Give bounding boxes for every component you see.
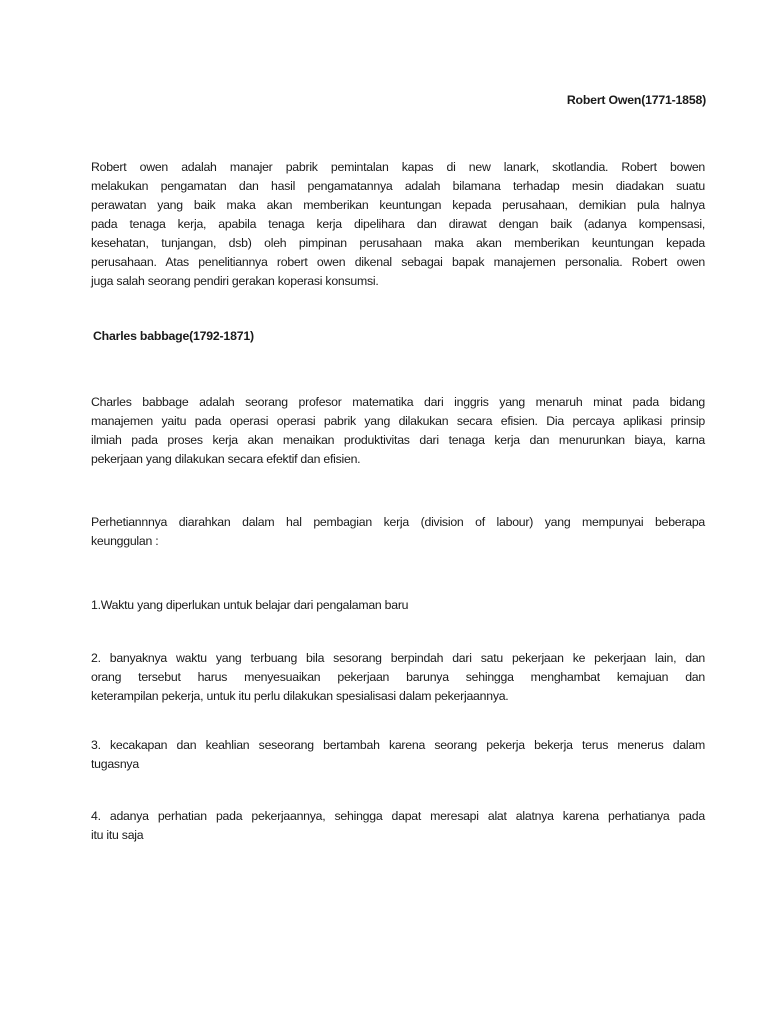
paragraph-robert-owen (91, 158, 705, 291)
text-line: 2. banyaknya waktu yang terbuang bila sesorang berpindah dari satu pekerjaan ke pekerjaan lain, dan (91, 651, 705, 665)
text-line: melakukan pengamatan dan hasil pengamatannya adalah bilamana terhadap mesin diadakan suatu (91, 179, 705, 193)
text-line: 3. kecakapan dan keahlian seseorang bertambah karena seorang pekerja bekerja terus menerus dalam (91, 738, 705, 752)
text-line: keunggulan : (91, 534, 159, 548)
text-line: ilmiah pada proses kerja akan menaikan produktivitas dari tenaga kerja dan menurunkan biaya, karna (91, 433, 705, 447)
heading-charles-babbage: Charles babbage(1792-1871) (93, 329, 254, 343)
text-line: itu itu saja (91, 828, 144, 842)
list-item-1 (91, 596, 705, 615)
list-item-4 (91, 807, 705, 845)
text-line: 4. adanya perhatian pada pekerjaannya, sehingga dapat meresapi alat alatnya karena perhatianya pada (91, 809, 705, 823)
text-line: manajemen yaitu pada operasi operasi pabrik yang dilakukan secara efisien. Dia percaya aplikasi prinsip (91, 414, 705, 428)
text-line: Perhetiannnya diarahkan dalam hal pembagian kerja (division of labour) yang mempunyai beberapa (91, 515, 705, 529)
paragraph-division-of-labour (91, 513, 705, 551)
text-line: keterampilan pekerja, untuk itu perlu dilakukan spesialisasi dalam pekerjaannya. (91, 689, 509, 703)
text-line: pada tenaga kerja, apabila tenaga kerja dipelihara dan dirawat dengan baik (adanya kompensasi, (91, 217, 705, 231)
text-line: 1.Waktu yang diperlukan untuk belajar dari pengalaman baru (91, 598, 409, 612)
paragraph-charles-babbage (91, 393, 705, 469)
text-line: perusahaan. Atas penelitiannya robert owen dikenal sebagai bapak manajemen personalia. Robert owen (91, 255, 705, 269)
text-line: juga salah seorang pendiri gerakan koperasi konsumsi. (91, 274, 379, 288)
text-line: tugasnya (91, 757, 139, 771)
text-line: perawatan yang baik maka akan memberikan keuntungan kepada perusahaan, demikian pula halnya (91, 198, 705, 212)
text-line: Robert owen adalah manajer pabrik pemintalan kapas di new lanark, skotlandia. Robert bowen (91, 160, 705, 174)
text-line: Charles babbage adalah seorang profesor matematika dari inggris yang menaruh minat pada bidang (91, 395, 705, 409)
heading-robert-owen: Robert Owen(1771-1858) (566, 93, 706, 107)
list-item-2 (91, 649, 705, 706)
text-line: kesehatan, tunjangan, dsb) oleh pimpinan perusahaan maka akan memberikan keuntungan kepada (91, 236, 705, 250)
list-item-3 (91, 736, 705, 774)
text-line: orang tersebut harus menyesuaikan pekerjaan barunya sehingga menghambat kemajuan dan (91, 670, 705, 684)
text-line: pekerjaan yang dilakukan secara efektif dan efisien. (91, 452, 361, 466)
